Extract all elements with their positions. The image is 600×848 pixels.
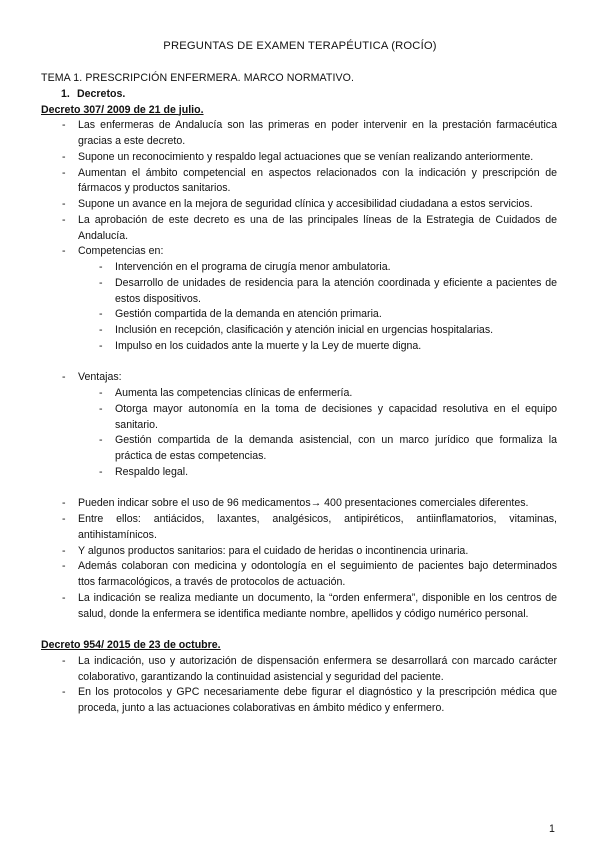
list-item-text: Las enfermeras de Andalucía son las primeras en poder intervenir en la prestación farmacéutica gracias a este decreto. bbox=[78, 119, 557, 147]
list-item bbox=[41, 465, 557, 481]
section-heading bbox=[41, 87, 557, 103]
list-item bbox=[41, 512, 557, 544]
bullet-dash: - bbox=[99, 276, 103, 289]
list-item-competencias bbox=[41, 244, 557, 260]
section-number: 1. bbox=[61, 87, 70, 100]
list-item bbox=[41, 213, 557, 245]
document-title: PREGUNTAS DE EXAMEN TERAPÉUTICA (ROCÍO) bbox=[163, 40, 437, 52]
decree-heading: Decreto 307/ 2009 de 21 de julio. bbox=[41, 103, 204, 116]
bullet-dash: - bbox=[99, 387, 103, 399]
list-item-text: La aprobación de este decreto es una de las principales líneas de la Estrategia de Cuidados de Andalucía. bbox=[78, 213, 557, 242]
bullet-dash: - bbox=[62, 213, 66, 226]
bullet-dash: - bbox=[99, 261, 103, 273]
bullet-dash: - bbox=[99, 339, 103, 352]
bullet-dash: - bbox=[62, 513, 66, 525]
bullet-dash: - bbox=[62, 497, 66, 510]
decree-heading: Decreto 954/ 2015 de 23 de octubre. bbox=[41, 639, 221, 651]
bullet-dash: - bbox=[62, 371, 66, 384]
list-item-text: Y algunos productos sanitarios: para el cuidado de heridas o incontinencia urinaria. bbox=[78, 544, 469, 557]
bullet-dash: - bbox=[99, 402, 103, 415]
bullet-dash: - bbox=[62, 686, 66, 699]
list-item bbox=[41, 433, 557, 465]
list-item-text: Desarrollo de unidades de residencia para la atención coordinada y eficiente a pacientes de estos dispositivos. bbox=[115, 276, 557, 305]
list-item-text: Gestión compartida de la demanda en atención primaria. bbox=[115, 308, 382, 321]
document-body bbox=[41, 71, 557, 717]
list-item bbox=[41, 276, 557, 308]
list-item bbox=[41, 591, 557, 623]
bullet-dash: - bbox=[62, 654, 66, 667]
list-item-text: Supone un avance en la mejora de seguridad clínica y accesibilidad ciudadana a estos servicios. bbox=[78, 198, 533, 210]
list-item bbox=[41, 654, 557, 686]
bullet-dash: - bbox=[99, 465, 103, 478]
list-item bbox=[41, 150, 557, 166]
section-label: Decretos. bbox=[77, 87, 126, 100]
list-item bbox=[41, 559, 557, 591]
list-item-text: Entre ellos: antiácidos, laxantes, analgésicos, antipiréticos, antiinflamatorios, vitaminas, antihistamínicos. bbox=[78, 513, 557, 541]
list-item-text: Impulso en los cuidados ante la muerte y la Ley de muerte digna. bbox=[115, 339, 422, 352]
list-item bbox=[41, 197, 557, 213]
list-item-text: En los protocolos y GPC necesariamente debe figurar el diagnóstico y la prescripción médica que proceda, junto a las actuaciones colaborativas en ámbito médico y enfermero. bbox=[78, 686, 557, 714]
list-item bbox=[41, 118, 557, 150]
bullet-dash: - bbox=[62, 150, 66, 163]
list-item bbox=[41, 402, 557, 434]
list-item-text: Además colaboran con medicina y odontología en el seguimiento de pacientes bajo determinados ttos farmacológicos, a través de protocolos de actuación. bbox=[78, 560, 557, 588]
bullet-dash: - bbox=[62, 544, 66, 557]
bullet-dash: - bbox=[62, 198, 66, 210]
list-item-text: Respaldo legal. bbox=[115, 465, 189, 478]
list-item-text: Pueden indicar sobre el uso de 96 medicamentos→ 400 presentaciones comerciales diferentes. bbox=[78, 497, 529, 510]
bullet-dash: - bbox=[62, 591, 66, 604]
list-item-ventajas bbox=[41, 370, 557, 386]
list-item-text: Aumenta las competencias clínicas de enfermería. bbox=[115, 387, 353, 399]
list-item bbox=[41, 323, 557, 339]
list-item-text: Intervención en el programa de cirugía menor ambulatoria. bbox=[115, 261, 391, 273]
list-item bbox=[41, 386, 557, 402]
list-item-text: Ventajas: bbox=[78, 371, 122, 384]
list-item bbox=[41, 685, 557, 717]
page-number: 1 bbox=[549, 823, 555, 835]
list-item bbox=[41, 260, 557, 276]
list-item bbox=[41, 339, 557, 355]
list-item bbox=[41, 544, 557, 560]
bullet-dash: - bbox=[62, 119, 66, 132]
list-item-text: Supone un reconocimiento y respaldo legal actuaciones que se venían realizando anteriormente. bbox=[78, 150, 534, 163]
bullet-dash: - bbox=[62, 166, 66, 179]
list-item-text: Competencias en: bbox=[78, 245, 164, 258]
bullet-dash: - bbox=[62, 245, 66, 258]
list-item-text: Aumentan el ámbito competencial en aspectos relacionados con la indicación y prescripción de fármacos y productos sanitarios. bbox=[78, 166, 557, 195]
bullet-dash: - bbox=[99, 434, 103, 447]
list-item bbox=[41, 166, 557, 198]
list-item-text: Otorga mayor autonomía en la toma de decisiones y capacidad resolutiva en el equipo sanitario. bbox=[115, 402, 557, 431]
list-item-text: La indicación se realiza mediante un documento, la “orden enfermera”, disponible en los centros de salud, donde la enfermera se identifica mediante nombre, apellidos y código numérico personal. bbox=[78, 591, 557, 620]
list-item-text: Gestión compartida de la demanda asistencial, con un marco jurídico que formaliza la práctica de estas competencias. bbox=[115, 434, 557, 462]
list-item-text: Inclusión en recepción, clasificación y atención inicial en urgencias hospitalarias. bbox=[115, 324, 494, 336]
bullet-dash: - bbox=[62, 560, 66, 573]
list-item-text: La indicación, uso y autorización de dispensación enfermera se desarrollará con marcado carácter colaborativo, garantizando la continuidad asistencial y seguridad del paciente. bbox=[78, 654, 557, 683]
bullet-dash: - bbox=[99, 324, 103, 336]
bullet-dash: - bbox=[99, 308, 103, 321]
topic-heading: TEMA 1. PRESCRIPCIÓN ENFERMERA. MARCO NORMATIVO. bbox=[41, 72, 355, 84]
list-item bbox=[41, 496, 557, 512]
list-item bbox=[41, 307, 557, 323]
